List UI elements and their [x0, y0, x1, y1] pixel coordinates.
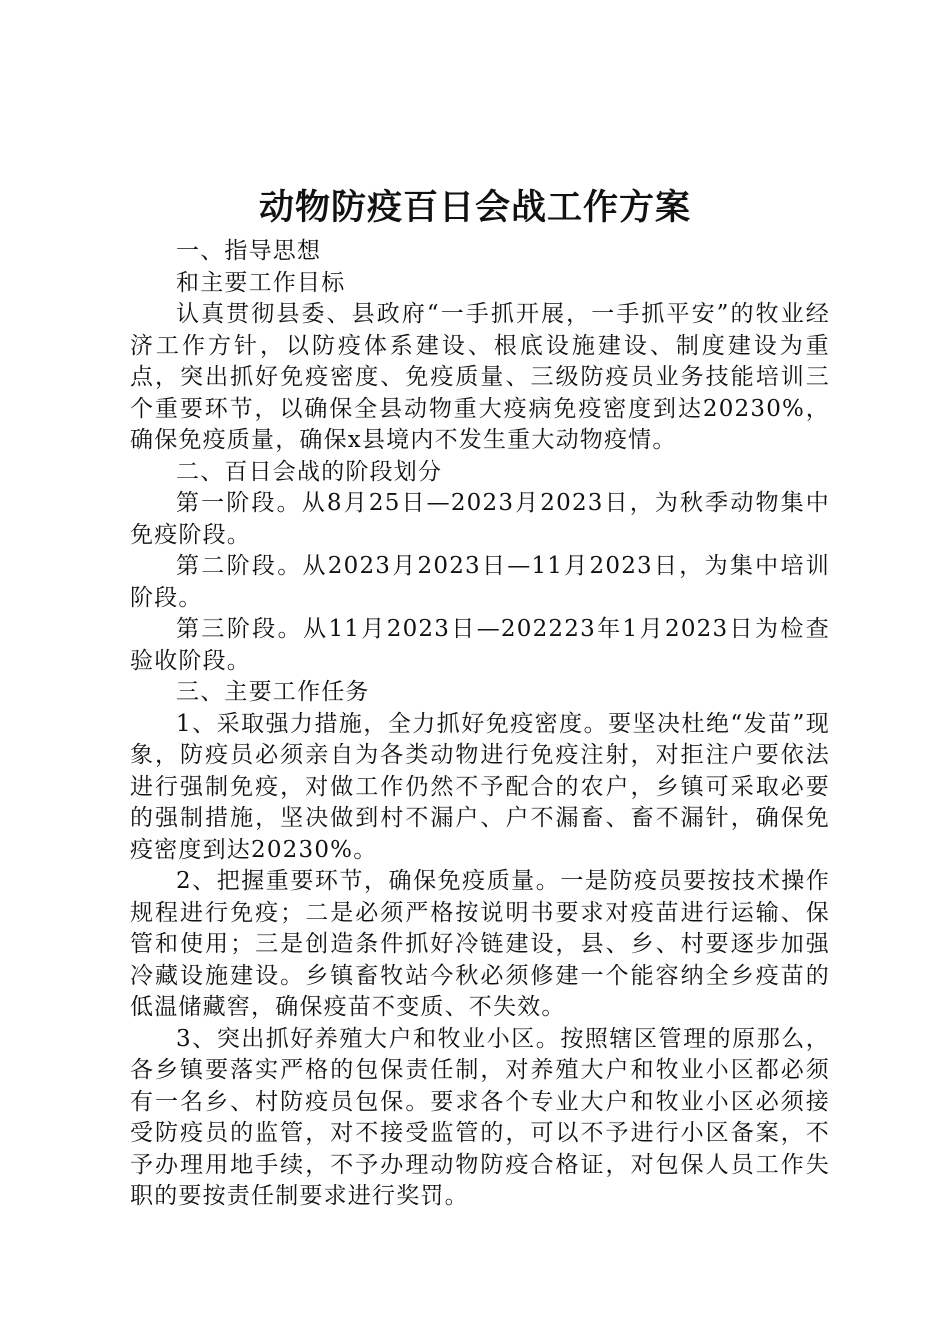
- paragraph-phase-two: 第二阶段。从2023月2023日—11月2023日，为集中培训阶段。: [130, 553, 830, 611]
- section-heading-phases: 二、百日会战的阶段划分: [176, 458, 443, 485]
- document-body: [130, 236, 830, 1213]
- section-heading-continuation: 和主要工作目标: [176, 269, 346, 296]
- paragraph-task-two: 2、把握重要环节，确保免疫质量。一是防疫员要按技术操作规程进行免疫；二是必须严格按说明书要求对疫苗进行运输、保管和使用；三是创造条件抓好冷链建设，县、乡、村要逐步加强冷藏设施建设。乡镇畜牧站今秋必须修建一个能容纳全乡疫苗的低温储藏窖，确保疫苗不变质、不失效。: [130, 868, 830, 1020]
- paragraph-task-three: 3、突出抓好养殖大户和牧业小区。按照辖区管理的原那么，各乡镇要落实严格的包保责任制，对养殖大户和牧业小区都必须有一名乡、村防疫员包保。要求各个专业大户和牧业小区必须接受防疫员的监管，对不接受监管的，可以不予进行小区备案，不予办理用地手续，不予办理动物防疫合格证，对包保人员工作失职的要按责任制要求进行奖罚。: [130, 1025, 830, 1209]
- paragraph-goals: 认真贯彻县委、县政府“一手抓开展，一手抓平安”的牧业经济工作方针，以防疫体系建设、根底设施建设、制度建设为重点，突出抓好免疫密度、免疫质量、三级防疫员业务技能培训三个重要环节，以确保全县动物重大疫病免疫密度到达20230%，确保免疫质量，确保x县境内不发生重大动物疫情。: [130, 301, 830, 453]
- paragraph-phase-one: 第一阶段。从8月25日—2023月2023日，为秋季动物集中免疫阶段。: [130, 490, 830, 548]
- paragraph-task-one: 1、采取强力措施，全力抓好免疫密度。要坚决杜绝“发苗”现象，防疫员必须亲自为各类动物进行免疫注射，对拒注户要依法进行强制免疫，对做工作仍然不予配合的农户，乡镇可采取必要的强制措施，坚决做到村不漏户、户不漏畜、畜不漏针，确保免疫密度到达20230%。: [130, 710, 830, 863]
- paragraph-phase-three: 第三阶段。从11月2023日—202223年1月2023日为检查验收阶段。: [130, 616, 830, 674]
- section-heading-guiding-ideology: 一、指导思想: [176, 238, 322, 264]
- section-heading-main-tasks: 三、主要工作任务: [176, 679, 370, 705]
- document-title: 动物防疫百日会战工作方案: [258, 188, 691, 228]
